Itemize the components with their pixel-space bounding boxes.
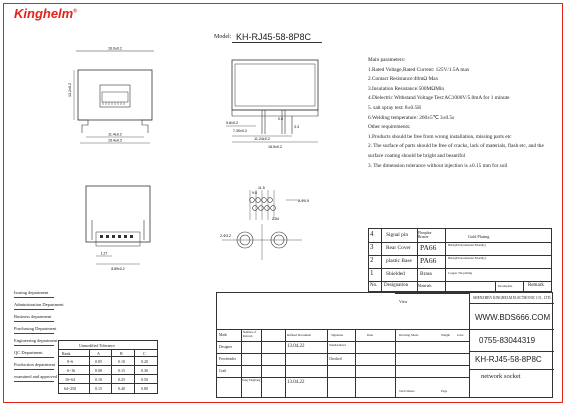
dim-side-f: 3.3 — [294, 125, 299, 129]
tb-proofreader: Proofreader — [219, 357, 236, 361]
model-underline — [232, 42, 322, 43]
dim-pcb-b: 9.0 — [252, 191, 257, 195]
tb-signature: Signature — [331, 333, 344, 337]
tb-mark-label: Mark — [219, 333, 227, 337]
tolerance-table — [58, 340, 158, 394]
note-item: 5. salt spray test: 8±0.5H — [368, 104, 421, 111]
tolerance-cell: 0.15 — [95, 386, 102, 391]
part-description: network socket — [481, 373, 521, 380]
tolerance-cell: 0.08 — [95, 368, 102, 373]
tolerance-cell: 64~250 — [64, 386, 77, 391]
note-item: 2.Contact Resistance:40mΩ Max — [368, 76, 439, 83]
tolerance-cell: 0.30 — [141, 368, 148, 373]
tolerance-cell: 0.40 — [118, 386, 125, 391]
model-label: Model: — [214, 34, 232, 40]
dim-pcb-g: 2.54 — [272, 217, 279, 221]
note-item: 6.Welding temperature: 260±5℃ 3±0.5s — [368, 114, 455, 121]
dim-side-a: 5.8±0.2 — [226, 121, 238, 125]
tolerance-head: A — [97, 350, 100, 356]
tb-date: Date — [367, 333, 374, 337]
bom-remark: Copper Tin plating — [448, 271, 473, 275]
dim-top-width: 16.0±0.2 — [108, 46, 122, 51]
bom-material: PA66 — [420, 243, 437, 252]
tb-standardized: Standardized — [329, 343, 346, 347]
bom-header-qty: Incomplete — [498, 284, 513, 288]
notes-heading: Main parameters: — [368, 57, 406, 63]
other-item: 2. The surface of parts should be free of cracks, lack of materials, flash etc, and the surface coating should be bright and beautiful — [368, 143, 544, 159]
tolerance-cell: 0.50 — [141, 377, 148, 382]
dept-label: Issuing department — [14, 290, 49, 295]
tolerance-cell: 0.15 — [118, 368, 125, 373]
dim-pcb-a: 11.5 — [258, 186, 265, 190]
tb-scale: scale — [457, 333, 464, 337]
bom-remark: Black(Environmental Friendly) — [448, 243, 486, 247]
dept-label: QC Department — [14, 350, 43, 355]
tolerance-head: Rank — [62, 350, 71, 356]
other-item: 3. The dimension tolerance without injection is ±0.15 mm for soil — [368, 162, 508, 169]
bottom-view-drawing — [78, 180, 158, 280]
note-item: 4.Dielectric Withstand Voltage Test:AC1000V/5.0mA for 1 minute — [368, 95, 510, 102]
tb-reviewer-date: 13.04.22 — [287, 380, 305, 385]
dept-label: Engineering department — [14, 338, 58, 343]
title-block — [216, 292, 553, 398]
dept-label: Business department — [14, 314, 52, 319]
dim-pitch-b: 15.4±0.2 — [108, 138, 122, 143]
tb-dept-label: Refined Document — [287, 333, 312, 337]
bom-designation: Shielded — [386, 271, 405, 277]
tolerance-cell: 0.25 — [118, 377, 125, 382]
note-item: 1.Rated Voltage,Rated Current: 125V/1.5A max — [368, 66, 470, 73]
dim-side-d: 18.5±0.2 — [268, 145, 282, 149]
parameter-notes — [368, 56, 558, 171]
view-label: View — [399, 299, 408, 304]
dim-side-b: 7.30±0.2 — [233, 129, 247, 133]
bom-remark: Black(Environmental Friendly) — [448, 256, 486, 260]
bom-header-material: Materials — [418, 284, 432, 288]
tb-reviewer: Wang Yingliang — [241, 378, 261, 382]
tb-craft: Craft — [219, 369, 227, 373]
bom-material: PA66 — [420, 256, 437, 265]
side-view-drawing — [222, 50, 342, 150]
bom-header-designation: Designation — [384, 283, 409, 288]
tolerance-cell: 0.20 — [141, 359, 148, 364]
dim-top-height: 13.2±0.2 — [68, 83, 72, 97]
phone-text: 0755-83044319 — [479, 336, 536, 345]
tolerance-cell: 0.10 — [95, 377, 102, 382]
pcb-footprint-drawing — [212, 180, 322, 270]
tb-sheet: Page — [441, 389, 448, 393]
tb-checked: Checked — [329, 357, 342, 361]
other-heading: Other requirements: — [368, 124, 411, 131]
dept-label: Production department — [14, 362, 56, 367]
tolerance-cell: 16~64 — [65, 377, 76, 382]
tolerance-title: Unmodified Tolerance — [79, 343, 115, 348]
tb-sheet-total: Total Sheets — [399, 389, 415, 393]
bom-no: 1 — [370, 269, 374, 277]
bom-header-no: No. — [370, 283, 378, 288]
dim-pcb-f: 8.89±0.2 — [111, 267, 125, 271]
brand-logo: Kinghelm® — [14, 6, 77, 21]
dim-pcb-e: 1.27 — [100, 251, 108, 256]
dim-side-c: 11.24±0.2 — [254, 137, 270, 141]
company-name: SHENZHEN KINGHELM ELECTRONIC CO., LTD. — [473, 296, 552, 300]
website-text: WWW.BDS666.COM — [475, 313, 551, 322]
front-view-drawing — [70, 45, 160, 155]
bom-header-remark: Remark — [528, 283, 544, 288]
tb-weight: Weight — [441, 333, 451, 337]
tb-drawing-mode: Drawing Mode — [399, 333, 419, 337]
dim-side-e: 0.5 — [278, 117, 283, 121]
bom-designation: plastic Base — [386, 258, 412, 264]
other-item: 1.Products should be free from wrong installation, missing parts etc — [368, 133, 512, 140]
bom-no: 4 — [370, 230, 374, 238]
dept-label: Purchasing Department — [14, 326, 57, 331]
tolerance-cell: 0.05 — [95, 359, 102, 364]
tolerance-cell: 0.10 — [118, 359, 125, 364]
bom-no: 2 — [370, 256, 374, 264]
dim-pitch-a: 11.4±0.2 — [108, 132, 122, 137]
tolerance-cell: 6~16 — [67, 368, 76, 373]
bom-remark: Gold Plating — [468, 234, 490, 239]
tb-designer-date: 13.04.22 — [287, 344, 305, 349]
note-item: 3.Insulation Resistance:500MΩMin — [368, 85, 445, 92]
tolerance-cell: 0.80 — [141, 386, 148, 391]
tolerance-head: B — [120, 350, 123, 356]
dept-label: examined and approved — [14, 374, 57, 379]
bom-no: 3 — [370, 243, 374, 251]
bom-designation: Rear Cover — [386, 245, 411, 251]
bom-material: Brass — [420, 271, 432, 277]
dim-pcb-d: 2-Φ3.2 — [220, 234, 232, 238]
bom-row — [368, 228, 552, 292]
bom-material: Phosphor Bronze — [418, 231, 432, 239]
dim-pcb-c: 8-Φ0.9 — [298, 199, 310, 203]
model-value: KH-RJ45-58-8P8C — [236, 32, 312, 42]
tb-designer: Designer — [219, 345, 232, 349]
tolerance-cell: 0~6 — [67, 359, 74, 364]
tolerance-head: C — [143, 350, 146, 356]
dept-label: Administration Department — [14, 302, 64, 307]
bom-designation: Signal pin — [386, 232, 409, 238]
part-number-text: KH-RJ45-58-8P8C — [475, 355, 542, 364]
tb-number-label: Number of Refresh — [243, 330, 257, 338]
